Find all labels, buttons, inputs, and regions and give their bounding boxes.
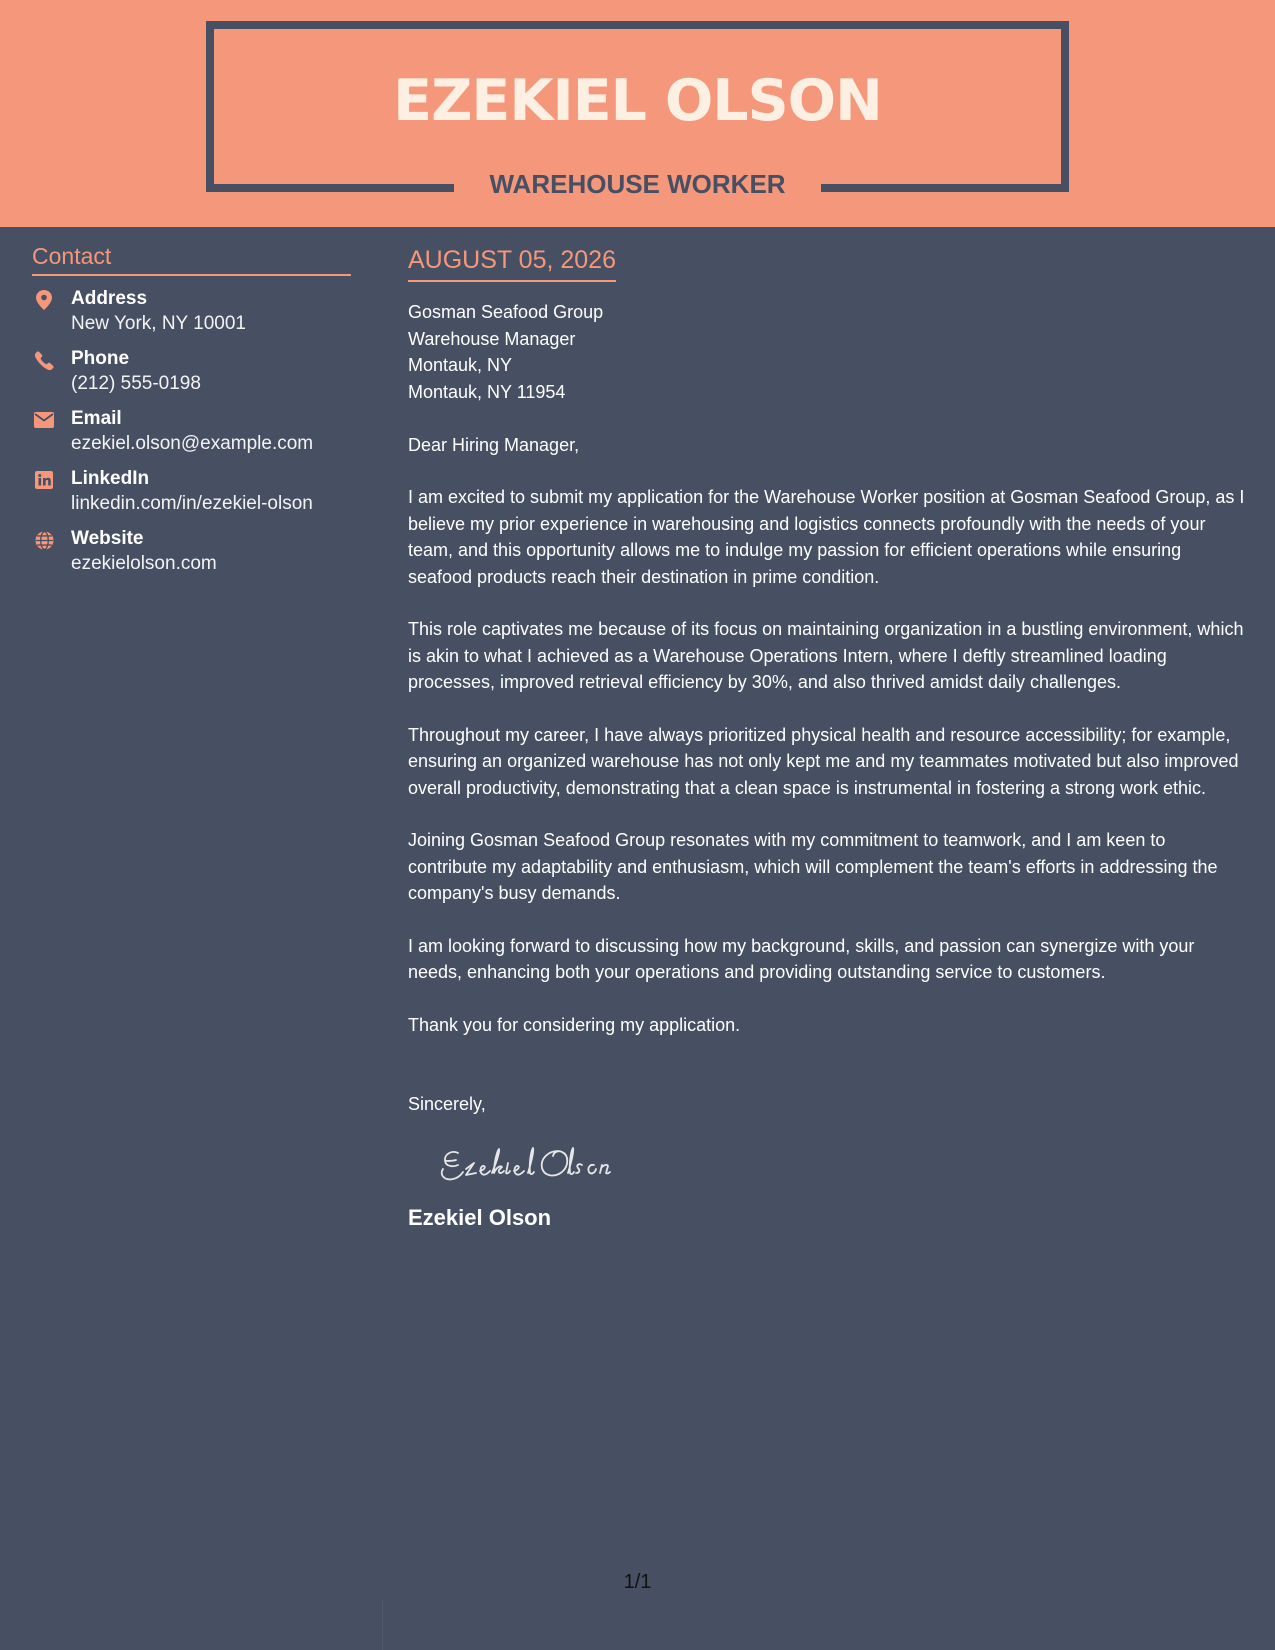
contact-item-address <box>32 286 352 336</box>
letter-date: AUGUST 05, 2026 <box>408 242 616 282</box>
recipient-address: Montauk, NY 11954 <box>408 381 566 402</box>
closing-line: Sincerely, <box>408 1093 486 1114</box>
website-label: Website <box>71 528 144 549</box>
job-title: WAREHOUSE WORKER <box>489 169 786 199</box>
body-paragraph: This role captivates me because of its focus on maintaining organization in a bustling environment, which is akin to what I achieved as a Warehouse Operations Intern, where I deftly streamlined loading processes, improved retrieval efficiency by 30%, and also thrived amidst daily challenges. <box>408 619 1244 692</box>
recipient-block <box>408 299 1248 405</box>
website-value: ezekielolson.com <box>71 553 217 574</box>
contact-item-phone <box>32 346 352 396</box>
phone-icon <box>34 350 54 370</box>
phone-label: Phone <box>71 348 130 369</box>
address-value: New York, NY 10001 <box>71 313 246 334</box>
header-banner <box>0 0 1275 227</box>
contact-item-website <box>32 526 352 576</box>
page-number: 1/1 <box>623 1571 652 1593</box>
letter-body <box>408 242 1248 1233</box>
recipient-company: Gosman Seafood Group <box>408 302 604 322</box>
applicant-name: EZEKIEL OLSON <box>393 68 882 134</box>
email-value: ezekiel.olson@example.com <box>71 433 314 454</box>
recipient-city: Montauk, NY <box>408 355 513 375</box>
linkedin-label: LinkedIn <box>71 468 150 489</box>
recipient-title: Warehouse Manager <box>408 328 576 349</box>
column-divider <box>382 1600 383 1650</box>
map-pin-icon <box>34 290 54 310</box>
handwritten-signature <box>436 1139 656 1189</box>
linkedin-icon <box>34 470 54 490</box>
thanks-line: Thank you for considering my application. <box>408 1014 741 1035</box>
signer-name: Ezekiel Olson <box>408 1204 552 1230</box>
phone-value: (212) 555-0198 <box>71 373 201 394</box>
salutation: Dear Hiring Manager, <box>408 435 580 455</box>
globe-icon <box>34 530 54 550</box>
address-label: Address <box>71 288 148 309</box>
body-paragraph: I am excited to submit my application for the Warehouse Worker position at Gosman Seafood Group, as I believe my prior experience in warehousing and logistics connects profoundly with the needs of your team, and this opportunity allows me to indulge my passion for efficient operations while ensuring seafood products reach their destination in prime condition. <box>408 487 1245 587</box>
envelope-icon <box>34 410 54 430</box>
contact-heading: Contact <box>32 240 351 276</box>
contact-item-email <box>32 406 352 456</box>
body-paragraph: I am looking forward to discussing how my background, skills, and passion can synergize with your needs, enhancing both your operations and providing outstanding service to customers. <box>408 935 1195 982</box>
contact-sidebar <box>32 240 352 576</box>
email-label: Email <box>71 408 122 429</box>
linkedin-value: linkedin.com/in/ezekiel-olson <box>71 493 313 514</box>
contact-item-linkedin <box>32 466 352 516</box>
body-paragraph: Joining Gosman Seafood Group resonates with my commitment to teamwork, and I am keen to contribute my adaptability and enthusiasm, which will complement the team's efforts in addressing the company's busy demands. <box>408 830 1218 903</box>
body-paragraph: Throughout my career, I have always prioritized physical health and resource accessibility; for example, ensuring an organized warehouse has not only kept me and my teammates motivated but also improved overall productivity, demonstrating that a clean space is instrumental in fostering a strong work ethic. <box>408 724 1239 798</box>
